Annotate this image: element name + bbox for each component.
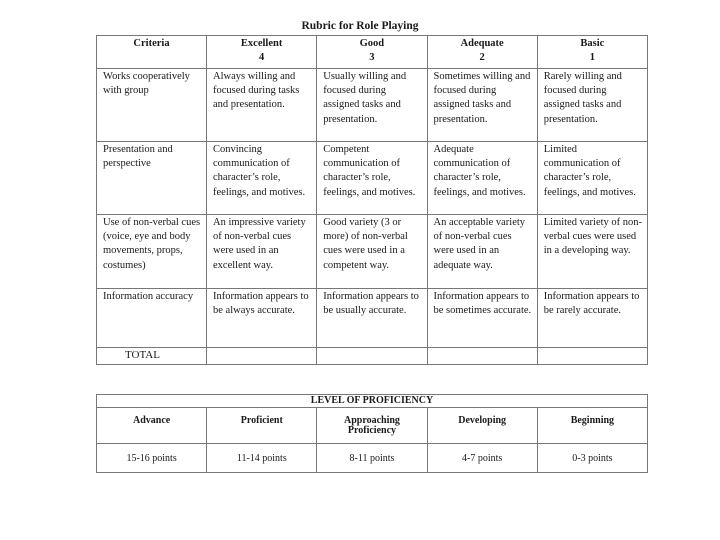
criteria-cell: Presentation and perspective	[97, 142, 207, 215]
excellent-cell: An impressive variety of non-verbal cues were used in an excellent way.	[207, 215, 317, 289]
points-advance: 15-16 points	[97, 444, 207, 473]
total-cell	[317, 348, 427, 365]
rubric-header-row	[97, 36, 648, 69]
basic-cell: Information appears to be rarely accurate.	[537, 289, 647, 348]
header-score: 3	[369, 52, 375, 63]
header-label: Basic	[580, 38, 605, 49]
level-proficient: Proficient	[207, 408, 317, 444]
excellent-cell: Convincing communication of character’s role, feelings, and motives.	[207, 142, 317, 215]
header-score: 4	[259, 52, 265, 63]
level-beginning: Beginning	[537, 408, 647, 444]
basic-cell: Limited variety of non-verbal cues were used in a developing way.	[537, 215, 647, 289]
header-label: Excellent	[240, 38, 283, 49]
header-adequate	[427, 36, 537, 69]
proficiency-title-row	[97, 395, 648, 408]
criteria-cell: Information accuracy	[97, 289, 207, 348]
header-good	[317, 36, 427, 69]
rubric-row-presentation	[97, 142, 648, 215]
criteria-cell: Works cooperatively with group	[97, 69, 207, 142]
proficiency-title: LEVEL OF PROFICIENCY	[97, 395, 648, 408]
header-label: Adequate	[460, 38, 504, 49]
total-label: TOTAL	[97, 348, 207, 365]
adequate-cell: Sometimes willing and focused during assigned tasks and presentation.	[427, 69, 537, 142]
header-basic	[537, 36, 647, 69]
points-proficient: 11-14 points	[207, 444, 317, 473]
header-score: 2	[479, 52, 485, 63]
total-cell	[207, 348, 317, 365]
level-advance: Advance	[97, 408, 207, 444]
total-cell	[427, 348, 537, 365]
rubric-title: Rubric for Role Playing	[301, 20, 419, 32]
good-cell: Usually willing and focused during assigned tasks and presentation.	[317, 69, 427, 142]
rubric-row-works-cooperatively	[97, 69, 648, 142]
header-label: Good	[359, 38, 385, 49]
level-approaching-proficiency: Approaching Proficiency	[317, 408, 427, 444]
level-developing: Developing	[427, 408, 537, 444]
basic-cell: Limited communication of character’s role, feelings, and motives.	[537, 142, 647, 215]
proficiency-levels-row	[97, 408, 648, 444]
rubric-row-non-verbal-cues	[97, 215, 648, 289]
criteria-cell: Use of non-verbal cues (voice, eye and body movements, props, costumes)	[97, 215, 207, 289]
header-excellent	[207, 36, 317, 69]
points-developing: 4-7 points	[427, 444, 537, 473]
proficiency-points-row	[97, 444, 648, 473]
points-approaching-proficiency: 8-11 points	[317, 444, 427, 473]
proficiency-table	[96, 394, 648, 473]
rubric-row-information-accuracy	[97, 289, 648, 348]
header-score: 1	[589, 52, 595, 63]
points-beginning: 0-3 points	[537, 444, 647, 473]
rubric-table	[96, 35, 648, 365]
rubric-total-row	[97, 348, 648, 365]
good-cell: Competent communication of character’s role, feelings, and motives.	[317, 142, 427, 215]
adequate-cell: Information appears to be sometimes accurate.	[427, 289, 537, 348]
basic-cell: Rarely willing and focused during assigned tasks and presentation.	[537, 69, 647, 142]
good-cell: Good variety (3 or more) of non-verbal cues were used in a competent way.	[317, 215, 427, 289]
excellent-cell: Always willing and focused during tasks and presentation.	[207, 69, 317, 142]
adequate-cell: An acceptable variety of non-verbal cues were used in an adequate way.	[427, 215, 537, 289]
good-cell: Information appears to be usually accurate.	[317, 289, 427, 348]
adequate-cell: Adequate communication of character’s role, feelings, and motives.	[427, 142, 537, 215]
total-cell	[537, 348, 647, 365]
excellent-cell: Information appears to be always accurate.	[207, 289, 317, 348]
header-criteria	[97, 36, 207, 69]
header-label: Criteria	[133, 38, 170, 49]
